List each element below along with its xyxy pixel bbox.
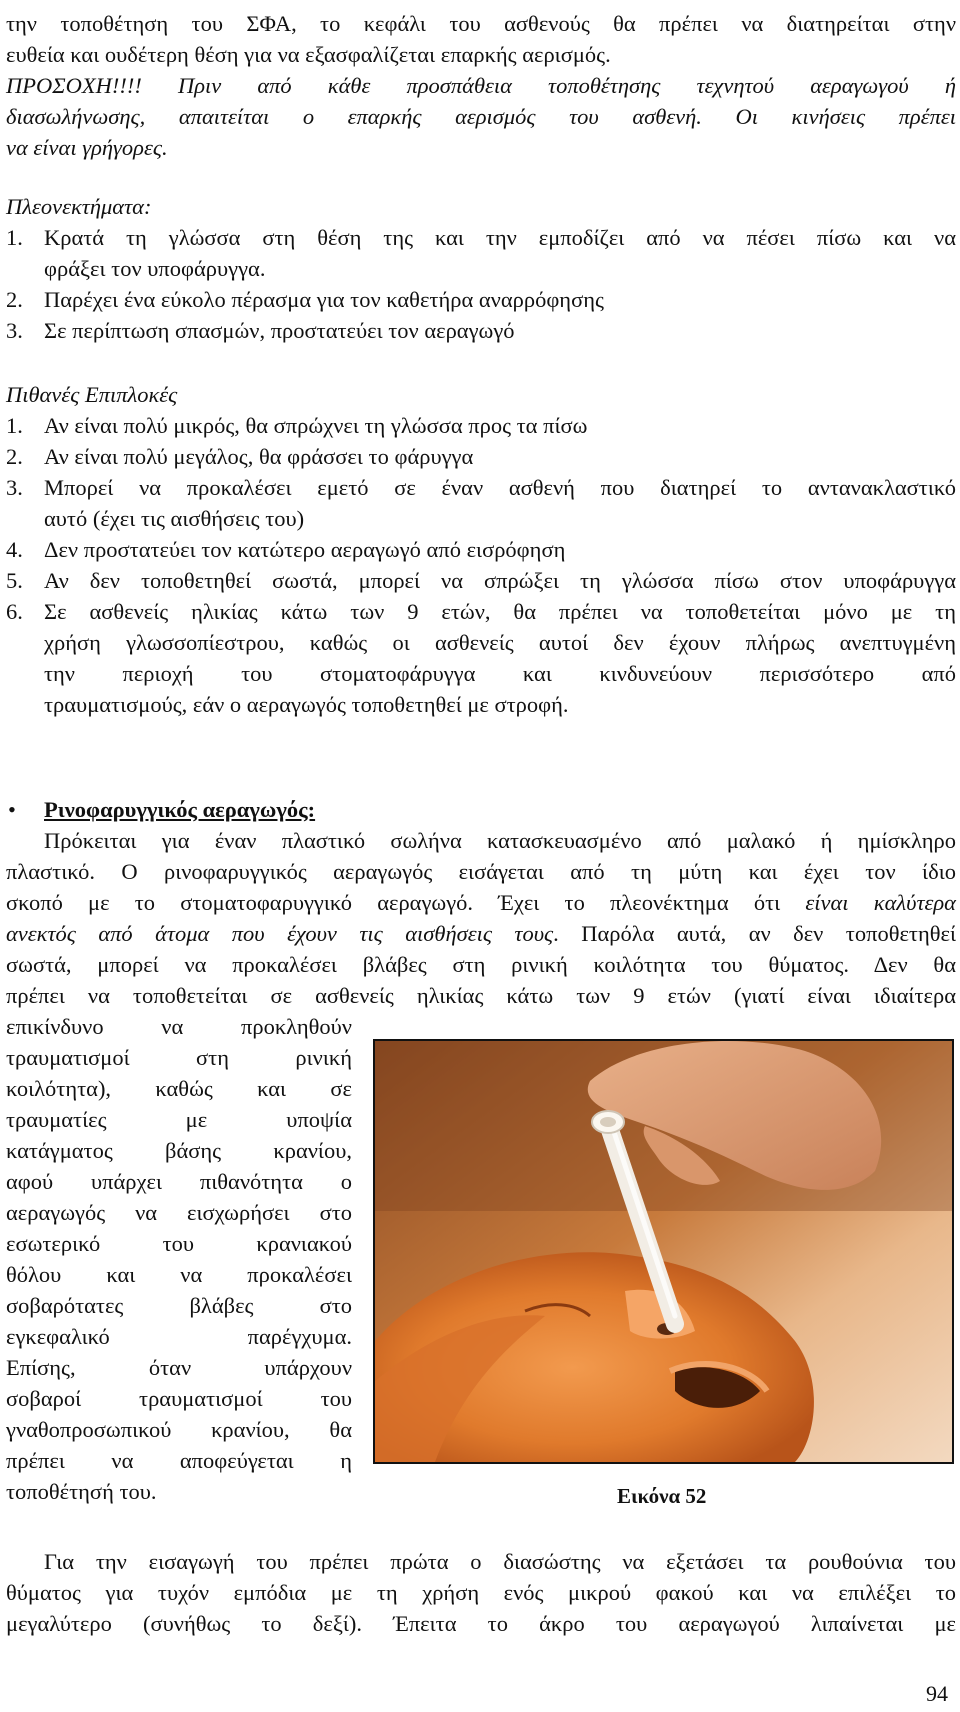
section-heading: Ρινοφαρυγγικός αεραγωγός: (44, 797, 316, 822)
list-number: 2. (6, 287, 23, 312)
paragraph-line: κατάγματος βάσης κρανίου, (6, 1138, 352, 1163)
paragraph-line: επικίνδυνο να προκληθούν (6, 1014, 352, 1039)
list-item: Μπορεί να προκαλέσει εμετό σε έναν ασθενή που διατηρεί το αντανακλαστικό (44, 475, 956, 500)
paragraph-line: εσωτερικό του κρανιακού (6, 1231, 352, 1256)
bullet-icon: • (8, 797, 16, 822)
warning-line: να είναι γρήγορες. (6, 135, 168, 160)
list-number: 2. (6, 444, 23, 469)
paragraph-line: πρέπει να τοποθετείται σε ασθενείς ηλικίας κάτω των 9 ετών (γιατί είναι ιδιαίτερα (6, 983, 956, 1008)
paragraph-line: πρέπει να αποφεύγεται η (6, 1448, 352, 1473)
list-item: αυτό (έχει τις αισθήσεις του) (44, 506, 305, 531)
paragraph-line: τραυματισμοί στη ρινική (6, 1045, 352, 1070)
advantages-title: Πλεονεκτήματα: (6, 194, 152, 219)
list-item: Σε περίπτωση σπασμών, προστατεύει τον αεραγωγό (44, 318, 515, 343)
list-number: 5. (6, 568, 23, 593)
paragraph-line: εγκεφαλικό παρέγχυμα. (6, 1324, 352, 1349)
list-number: 4. (6, 537, 23, 562)
figure-image (373, 1039, 954, 1464)
list-item: χρήση γλωσσοπίεστρου, καθώς οι ασθενείς αυτοί δεν έχουν πλήρως ανεπτυγμένη (44, 630, 956, 655)
list-item: την περιοχή του στοματοφάρυγγα και κινδυνεύουν περισσότερο από (44, 661, 956, 686)
list-item: φράξει τον υποφάρυγγα. (44, 256, 266, 281)
warning-line: διασωλήνωσης, απαιτείται ο επαρκής αερισμός του ασθενή. Οι κινήσεις πρέπει (6, 104, 956, 129)
intro-line: ευθεία και ουδέτερη θέση για να εξασφαλίζεται επαρκής αερισμός. (6, 42, 611, 67)
paragraph-line: κοιλότητα), καθώς και σε (6, 1076, 352, 1101)
list-item: Αν δεν τοποθετηθεί σωστά, μπορεί να σπρώξει τη γλώσσα πίσω στον υποφάρυγγα (44, 568, 956, 593)
paragraph-line: σοβαρότατες βλάβες στο (6, 1293, 352, 1318)
manikin-airway-photo (375, 1041, 952, 1462)
warning-line: ΠΡΟΣΟΧΗ!!!! Πριν από κάθε προσπάθεια τοποθέτησης τεχνητού αεραγωγού ή (6, 73, 956, 98)
page-number: 94 (926, 1681, 948, 1706)
list-number: 3. (6, 475, 23, 500)
list-item: Σε ασθενείς ηλικίας κάτω των 9 ετών, θα πρέπει να τοποθετείται μόνο με τη (44, 599, 956, 624)
paragraph-line: μεγαλύτερο (συνήθως το δεξί). Έπειτα το άκρο του αεραγωγού λιπαίνεται με (6, 1611, 956, 1636)
paragraph-line: σοβαροί τραυματισμοί του (6, 1386, 352, 1411)
paragraph-line: αεραγωγός να εισχωρήσει στο (6, 1200, 352, 1225)
list-number: 1. (6, 225, 23, 250)
list-number: 6. (6, 599, 23, 624)
list-item: Παρέχει ένα εύκολο πέρασμα για τον καθετήρα αναρρόφησης (44, 287, 604, 312)
paragraph-line: Πρόκειται για έναν πλαστικό σωλήνα κατασκευασμένο από μαλακό ή ημίσκληρο (44, 828, 956, 853)
intro-line: την τοποθέτηση του ΣΦΑ, το κεφάλι του ασθενούς θα πρέπει να διατηρείται στην (6, 11, 956, 36)
list-item: Αν είναι πολύ μεγάλος, θα φράσσει το φάρυγγα (44, 444, 474, 469)
paragraph-line: τοποθέτησή του. (6, 1479, 157, 1504)
paragraph-line: θύματος για τυχόν εμπόδια με τη χρήση ενός μικρού φακού και να επιλέξει το (6, 1580, 956, 1605)
paragraph-line: αφού υπάρχει πιθανότητα ο (6, 1169, 352, 1194)
figure-caption: Εικόνα 52 (617, 1484, 707, 1508)
paragraph-line: Για την εισαγωγή του πρέπει πρώτα ο διασώστης να εξετάσει τα ρουθούνια του (44, 1549, 956, 1574)
list-item: τραυματισμούς, εάν ο αεραγωγός τοποθετηθεί με στροφή. (44, 692, 569, 717)
paragraph-line: γναθοπροσωπικού κρανίου, θα (6, 1417, 352, 1442)
paragraph-line: ανεκτός από άτομα που έχουν τις αισθήσεις τους. Παρόλα αυτά, αν δεν τοποθετηθεί (6, 921, 957, 946)
paragraph-line: Επίσης, όταν υπάρχουν (6, 1355, 352, 1380)
list-item: Αν είναι πολύ μικρός, θα σπρώχνει τη γλώσσα προς τα πίσω (44, 413, 588, 438)
paragraph-line: πλαστικό. Ο ρινοφαρυγγικός αεραγωγός εισάγεται από τη μύτη και έχει τον ίδιο (6, 859, 956, 884)
list-item: Δεν προστατεύει τον κατώτερο αεραγωγό από εισρόφηση (44, 537, 566, 562)
paragraph-line: τραυματίες με υποψία (6, 1107, 352, 1132)
list-number: 1. (6, 413, 23, 438)
list-item: Κρατά τη γλώσσα στη θέση της και την εμποδίζει από να πέσει πίσω και να (44, 225, 956, 250)
list-number: 3. (6, 318, 23, 343)
paragraph-line: σκοπό με το στοματοφαρυγγικό αεραγωγό. Έχει το πλεονέκτημα ότι είναι καλύτερα (6, 890, 956, 915)
paragraph-line: σωστά, μπορεί να προκαλέσει βλάβες στη ρινική κοιλότητα του θύματος. Δεν θα (6, 952, 956, 977)
complications-title: Πιθανές Επιπλοκές (6, 382, 178, 407)
paragraph-line: θόλου και να προκαλέσει (6, 1262, 352, 1287)
